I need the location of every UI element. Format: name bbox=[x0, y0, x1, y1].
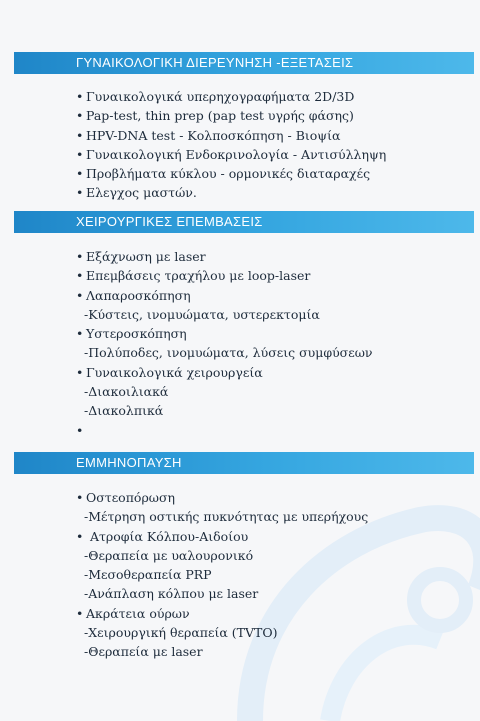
sub-item: -Χειρουργική θεραπεία (TVTO) bbox=[84, 625, 278, 641]
list-item: • Γυναικολογική Ενδοκρινολογία - Αντισύλληψη bbox=[76, 145, 386, 164]
list-item: • Pap-test, thin prep (pap test υγρής φάσης) bbox=[76, 106, 386, 125]
list-gynecological bbox=[76, 87, 386, 203]
list-item: • Ατροφία Κόλπου-Αιδοίου bbox=[76, 527, 368, 546]
list-menopause bbox=[76, 488, 368, 662]
section-header-surgical: ΧΕΙΡΟΥΡΓΙΚΕΣ ΕΠΕΜΒΑΣΕΙΣ bbox=[14, 211, 474, 233]
section-header-menopause: ΕΜΜΗΝΟΠΑΥΣΗ bbox=[14, 452, 474, 474]
sub-item: -Μέτρηση οστικής πυκνότητας με υπερήχους bbox=[84, 509, 369, 525]
section-header-gynecological: ΓΥΝΑΙΚΟΛΟΓΙΚΗ ΔΙΕΡΕΥΝΗΣΗ -ΕΞΕΤΑΣΕΙΣ bbox=[14, 52, 474, 74]
list-item: • Ελεγχος μαστών. bbox=[76, 183, 386, 202]
sub-item: -Θεραπεία με laser bbox=[84, 644, 203, 660]
list-item: • Εξάχνωση με laser bbox=[76, 247, 372, 266]
list-surgical bbox=[76, 247, 372, 440]
sub-item: -Θεραπεία με υαλουρονικό bbox=[84, 547, 254, 563]
sub-item: -Πολύποδες, ινομυώματα, λύσεις συμφύσεων bbox=[84, 345, 373, 361]
sub-item: -Ανάπλαση κόλπου με laser bbox=[84, 586, 259, 602]
list-item bbox=[76, 421, 372, 440]
list-item: • Γυναικολογικά υπερηχογραφήματα 2D/3D bbox=[76, 87, 386, 106]
sub-item: -Διακοιλιακά bbox=[84, 384, 169, 400]
list-item: • Επεμβάσεις τραχήλου με loop-laser bbox=[76, 266, 372, 285]
sub-item: -Διακολπικά bbox=[84, 403, 164, 419]
list-item: • Προβλήματα κύκλου - ορμονικές διαταραχές bbox=[76, 164, 386, 183]
sub-item: -Μεσοθεραπεία PRP bbox=[84, 567, 212, 583]
list-item: • HPV-DNA test - Κολποσκόπηση - Βιοψία bbox=[76, 126, 386, 145]
sub-item: -Κύστεις, ινομυώματα, υστερεκτομία bbox=[84, 306, 320, 322]
list-item: • Λαπαροσκόπηση bbox=[76, 286, 372, 305]
list-item: • Υστεροσκόπηση bbox=[76, 324, 372, 343]
list-item: • Γυναικολογικά χειρουργεία bbox=[76, 363, 372, 382]
list-item: • Ακράτεια ούρων bbox=[76, 604, 368, 623]
list-item: • Οστεοπόρωση bbox=[76, 488, 368, 507]
